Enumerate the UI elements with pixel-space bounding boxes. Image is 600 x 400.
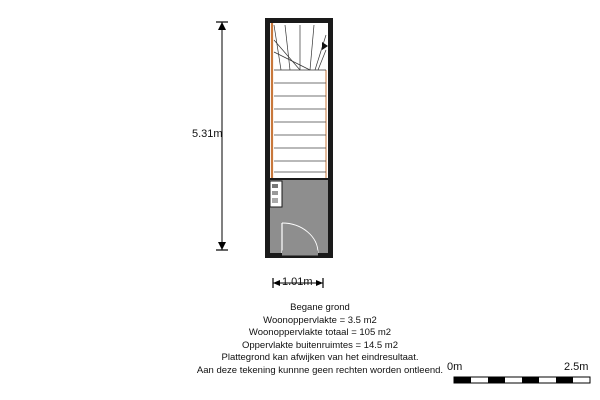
height-dimension-top-arrow	[218, 22, 226, 30]
scale-bar-segment	[454, 377, 471, 383]
scale-bar-segment	[488, 377, 505, 383]
disclaimer-line-1: Plattegrond kan afwijken van het eindresultaat.	[221, 352, 419, 363]
living-area: Woonoppervlakte = 3.5 m2	[263, 314, 377, 326]
building	[265, 18, 333, 258]
scale-bar-segment	[522, 377, 539, 383]
floor-info	[110, 302, 530, 377]
disclaimer-line-2: Aan deze tekening kunnne geen rechten worden ontleend.	[196, 364, 444, 376]
stair-area	[270, 23, 328, 178]
scale-bar-segment	[556, 377, 573, 383]
meter-cupboard	[270, 181, 282, 207]
width-dimension-label: 1.01m	[282, 276, 313, 288]
meter-icon	[272, 191, 278, 195]
width-dimension-right-arrow	[316, 280, 323, 286]
scale-bar-start-label: 0m	[447, 361, 463, 373]
total-living-area: Woonoppervlakte totaal = 105 m2	[248, 327, 392, 338]
meter-icon	[272, 184, 278, 188]
scale-bar-end-label: 2.5m	[564, 361, 589, 373]
floor-name: Begane grond	[290, 302, 350, 313]
outdoor-area: Oppervlakte buitenruimtes = 14.5 m2	[241, 339, 399, 351]
width-dimension-left-arrow	[273, 280, 280, 286]
meter-icon	[272, 198, 278, 203]
height-dimension-label: 5.31m	[192, 128, 223, 140]
height-dimension-bottom-arrow	[218, 242, 226, 250]
scale-bar	[454, 377, 590, 383]
